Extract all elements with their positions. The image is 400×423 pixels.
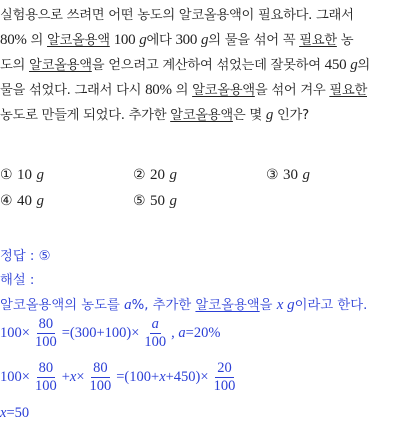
equation-1: 100× $\frac{80}{100}$ =(300+100)× $\frac{a}{100}$ , a =20% [0,316,221,350]
fraction-80-100-second: $\frac{80}{100}$ [89,360,112,394]
choice-3: ③ 30 g [266,167,310,183]
answer-label: 정답 : ⑤ [0,249,51,264]
choice-1: ① 10 g [0,167,44,183]
choice-5: ⑤ 50 g [133,193,177,209]
fraction-20-100: $\frac{20}{100}$ [213,360,236,394]
problem-line-4: 물을 섞었다. 그래서 다시 80% 의 알코올용액을 섞어 겨우 필요한 [0,82,367,98]
problem-line-5: 농도로 만들게 되었다. 추가한 알코올용액은 몇 g 인가? [0,107,309,123]
solution-line-1: 알코올용액의 농도를 a%, 추가한 알코올용액을 x g이라고 한다. [0,297,368,313]
problem-line-2: 80% 의 알코올용액 100 g에다 300 g의 물을 섞어 꼭 필요한 농 [0,32,354,48]
problem-line-3: 도의 알코올용액을 얻으려고 계산하여 섞었는데 잘못하여 450 g의 [0,57,370,73]
explanation-label: 해설 : [0,273,35,288]
choice-4: ④ 40 g [0,193,44,209]
choice-2: ② 20 g [133,167,177,183]
equation-2: 100× $\frac{80}{100}$ + x × $\frac{80}{100}$ =(100+ x +450)× $\frac{20}{100}$ [0,360,236,394]
problem-line-1: 실험용으로 쓰려면 어떤 농도의 알코올용액이 필요하다. 그래서 [0,8,354,23]
fraction-80-100-first: $\frac{80}{100}$ [34,360,57,394]
fraction-a-100: $\frac{a}{100}$ [144,316,167,350]
equation-3: x =50 [0,405,30,421]
fraction-80-100: $\frac{80}{100}$ [34,316,57,350]
